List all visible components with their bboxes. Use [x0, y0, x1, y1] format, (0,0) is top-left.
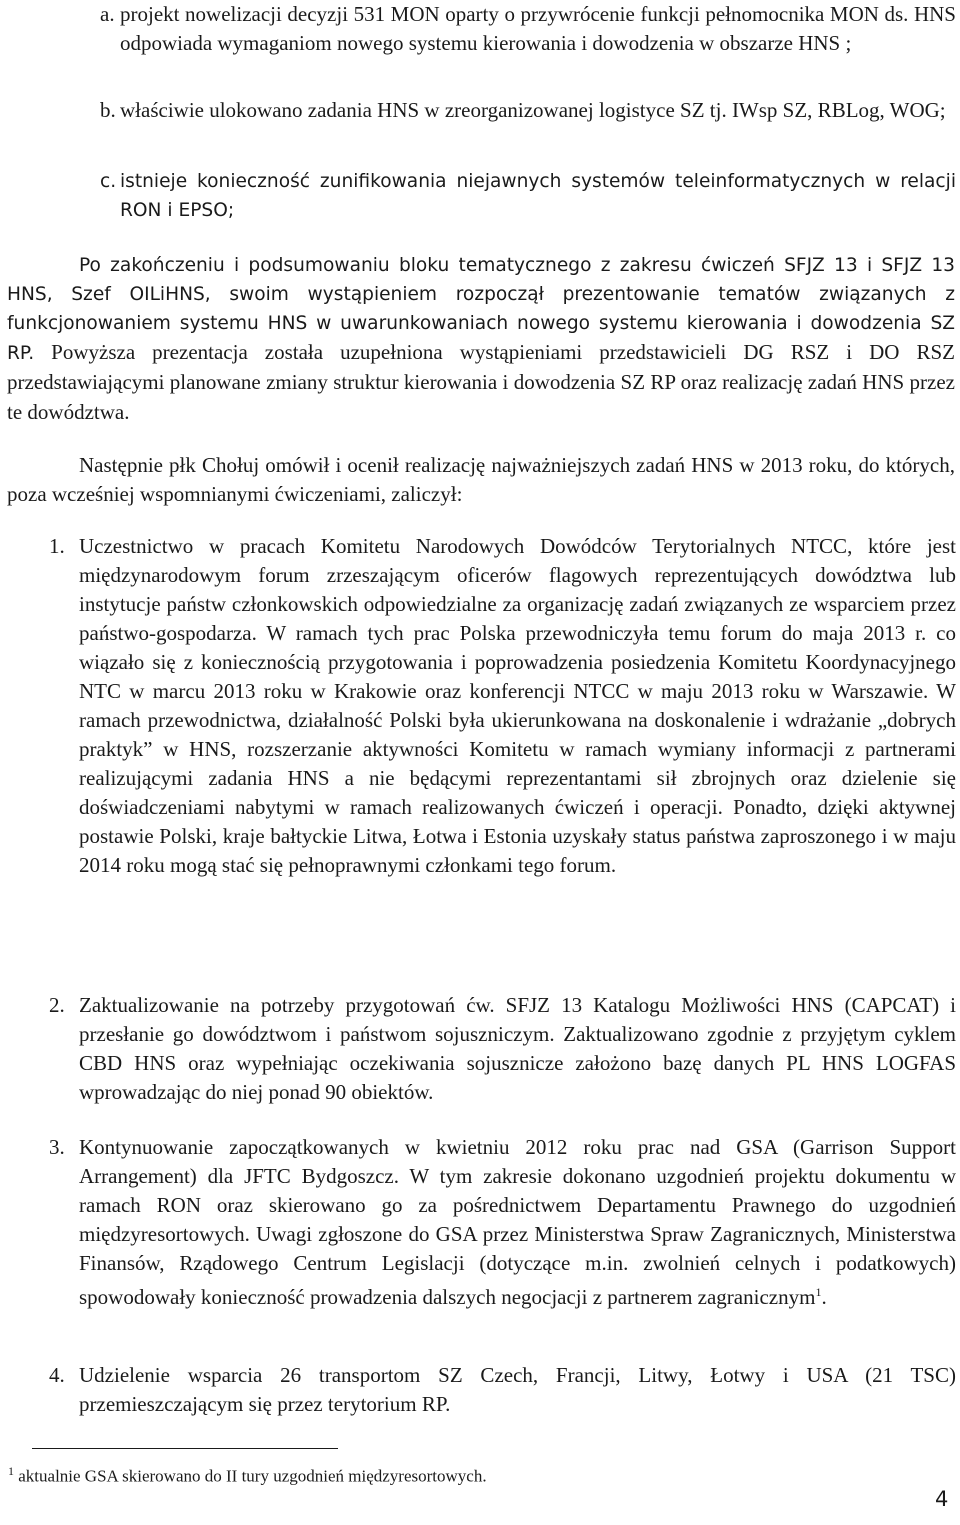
list-item-text: istnieje konieczność zunifikowania niejawnych systemów teleinformatycznych w relacji RON i EPSO; — [120, 171, 956, 221]
list-item-text: Uczestnictwo w pracach Komitetu Narodowych Dowódców Terytorialnych NTCC, które jest międzynarodowym forum zrzeszającym oficerów flagowych reprezentujących dowództwa lub instytucje państw członkowskich odpowiedzialne za organizację zadań związanych ze wsparciem przez państwo-gospodarza. W ramach tych prac Polska przewodniczyła temu forum do maja 2013 r. co wiązało się z koniecznością przygotowania i poprowadzenia posiedzenia Komitetu Koordynacyjnego NTC w marcu 2013 roku w Krakowie oraz konferencji NTCC w maju 2013 roku w Warszawie. W ramach przewodnictwa, działalność Polski była ukierunkowana na doskonalenie i wdrażanie „dobrych praktyk” w HNS, rozszerzanie aktywności Komitetu w ramach wymiany informacji z partnerami realizującymi zadania HNS a nie będącymi reprezentantami sił zbrojnych oraz dzielenie się doświadczeniami nabytymi w ramach realizowanych ćwiczeń i operacji. Ponadto, dzięki aktywnej postawie Polski, kraje bałtyckie Litwa, Łotwa i Estonia uzyskały status państwa zaproszonego i w maju 2014 roku mogą stać się pełnoprawnymi członkami tego forum. — [79, 534, 956, 877]
footnote-text: aktualnie GSA skierowano do II tury uzgodnień międzyresortowych. — [14, 1466, 487, 1486]
list-item-text: właściwie ulokowano zadania HNS w zreorganizowanej logistyce SZ tj. IWsp SZ, RBLog, WOG; — [120, 98, 946, 122]
paragraph-intro: Następnie płk Chołuj omówił i ocenił realizację najważniejszych zadań HNS w 2013 roku, do których, poza wcześniej wspomnianymi ćwiczeniami, zaliczył: — [7, 453, 955, 506]
list-item-tail: . — [821, 1285, 827, 1309]
list-marker: 3. — [49, 1135, 65, 1159]
footnote — [8, 1459, 487, 1489]
list-item-text: projekt nowelizacji decyzji 531 MON oparty o przywrócenie funkcji pełnomocnika MON ds. HNS odpowiada wymaganiom nowego systemu kierowania i dowodzenia w obszarze HNS ; — [120, 2, 956, 55]
list-item-text: Kontynuowanie zapoczątkowanych w kwietniu 2012 roku prac nad GSA (Garrison Support Arrangement) dla JFTC Bydgoszcz. W tym zakresie dokonano uzgodnień projektu dokumentu w ramach RON oraz skierowano go za pośrednictwem Departamentu Prawnego do uzgodnień międzyresortowych. Uwagi zgłoszone do GSA przez Ministerstwa Spraw Zagranicznych, Ministerstwa Finansów, Rządowego Centrum Legislacji (dotyczące m.in. zwolnień celnych i podatkowych) spowodowały konieczność prowadzenia dalszych negocjacji z partnerem zagranicznym — [79, 1135, 956, 1309]
paragraph-text-sans: Po zakończeniu i podsumowaniu bloku tematycznego z zakresu ćwiczeń SFJZ 13 i SFJZ 13 HNS, Szef OILiHNS, swoim wystąpieniem rozpoczął prezentowanie tematów związanych z funkcjonowaniem systemu HNS w uwarunkowaniach nowego systemu kierowania i dowodzenia SZ RP. — [7, 255, 955, 364]
footnote-separator — [32, 1448, 338, 1449]
paragraph-text-serif: Powyższa prezentacja została uzupełniona wystąpieniami przedstawicieli DG RSZ i DO RSZ przedstawiającymi planowane zmiany struktur kierowania i dowodzenia SZ RP oraz realizację zadań HNS przez te dowództwa. — [7, 340, 955, 424]
list-item-text: Udzielenie wsparcia 26 transportom SZ Czech, Francji, Litwy, Łotwy i USA (21 TSC) przemieszczającym się przez terytorium RP. — [79, 1363, 956, 1416]
list-item-c — [100, 167, 956, 225]
numbered-item-4 — [49, 1361, 956, 1419]
list-marker: b. — [100, 98, 116, 122]
numbered-item-1 — [49, 532, 956, 880]
numbered-item-2 — [49, 991, 956, 1107]
list-marker: a. — [100, 2, 115, 26]
list-item-b — [100, 96, 956, 125]
page-number: 4 — [935, 1487, 949, 1511]
list-marker: c. — [100, 171, 117, 192]
list-item-text: Zaktualizowanie na potrzeby przygotowań ćw. SFJZ 13 Katalogu Możliwości HNS (CAPCAT) i przesłanie go dowództwom i państwom sojuszniczym. Zaktualizowano zgodnie z przyjętym cyklem CBD HNS oraz wypełniając oczekiwania sojusznicze założono bazę danych PL HNS LOGFAS wprowadzając do niej ponad 90 obiektów. — [79, 993, 956, 1104]
list-marker: 2. — [49, 993, 65, 1017]
paragraph-summary — [7, 251, 955, 428]
list-marker: 4. — [49, 1363, 65, 1387]
list-marker: 1. — [49, 534, 65, 558]
footnote-marker: 1 — [8, 1464, 14, 1478]
list-item-a — [100, 0, 956, 58]
numbered-item-3 — [49, 1133, 956, 1312]
footnote-reference[interactable]: 1 — [815, 1285, 822, 1299]
